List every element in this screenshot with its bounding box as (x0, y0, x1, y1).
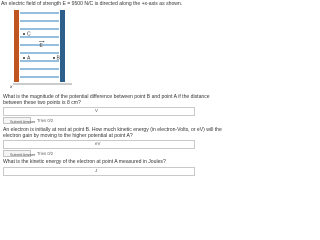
point-c-dot (23, 33, 25, 35)
answer-2-unit: eV (95, 140, 101, 146)
tries-1: Tries 0/2 (37, 117, 54, 123)
answer-3-input[interactable] (3, 167, 195, 176)
point-a-label: A (27, 55, 31, 62)
question-1-line-2: between these two points is 8 cm? (3, 100, 81, 106)
field-diagram (10, 10, 72, 88)
point-a-dot (23, 57, 25, 59)
question-2-line-2: electron gain by moving to the higher potential at point A? (3, 133, 133, 139)
answer-3-unit: J (95, 167, 98, 173)
question-3-text: What is the kinetic energy of the electron at point A measured in Joules? (3, 159, 166, 165)
tries-2: Tries 0/2 (37, 150, 54, 156)
submit-answer-1-button[interactable]: Submit Answer (3, 117, 31, 124)
problem-intro: An electric field of strength E = 9500 N/C is directed along the +x-axis as shown. (1, 1, 183, 7)
point-b-dot (53, 57, 55, 59)
answer-1-unit: V (95, 107, 98, 113)
axis-label: x (10, 84, 13, 88)
field-vector-arrowhead (43, 41, 44, 43)
question-2-line-1: An electron is initially at rest at point B. How much kinetic energy (in electron-Volts, or eV) will the (3, 127, 222, 133)
left-plate (14, 10, 19, 82)
submit-answer-2-button[interactable]: Submit Answer (3, 150, 31, 157)
question-1-line-1: What is the magnitude of the potential difference between point B and point A if the distance (3, 94, 210, 100)
right-plate (60, 10, 65, 82)
point-b-label: B (56, 55, 60, 62)
answer-1-input[interactable] (3, 107, 195, 116)
point-c-label: C (27, 31, 31, 38)
field-label: E (39, 43, 43, 49)
